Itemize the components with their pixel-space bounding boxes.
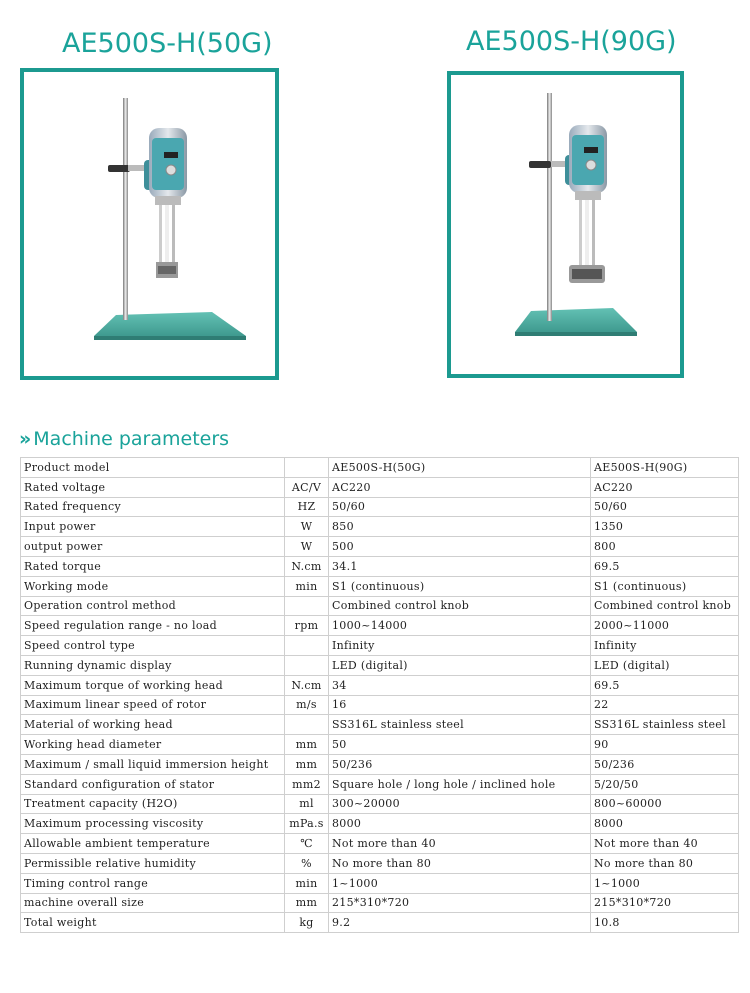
param-name-cell: Total weight xyxy=(21,913,285,933)
value-50g-cell: 34.1 xyxy=(329,556,591,576)
value-50g-cell: SS316L stainless steel xyxy=(329,715,591,735)
value-50g-cell: 1000~14000 xyxy=(329,616,591,636)
table-row xyxy=(21,458,739,478)
table-row xyxy=(21,537,739,557)
value-50g-cell: No more than 80 xyxy=(329,853,591,873)
value-90g-cell: 10.8 xyxy=(591,913,739,933)
value-50g-cell: 16 xyxy=(329,695,591,715)
table-row xyxy=(21,596,739,616)
value-90g-cell: SS316L stainless steel xyxy=(591,715,739,735)
value-90g-cell: Combined control knob xyxy=(591,596,739,616)
param-name-cell: Treatment capacity (H2O) xyxy=(21,794,285,814)
product-title-90g: AE500S-H(90G) xyxy=(466,26,677,57)
table-row xyxy=(21,715,739,735)
value-90g-cell: 50/60 xyxy=(591,497,739,517)
value-50g-cell: 9.2 xyxy=(329,913,591,933)
table-row xyxy=(21,655,739,675)
table-row xyxy=(21,853,739,873)
param-name-cell: Maximum linear speed of rotor xyxy=(21,695,285,715)
param-unit-cell: N.cm xyxy=(285,556,329,576)
param-unit-cell: AC/V xyxy=(285,477,329,497)
param-unit-cell: mm xyxy=(285,893,329,913)
table-row xyxy=(21,497,739,517)
machine-parameters-table xyxy=(20,457,739,933)
table-row xyxy=(21,576,739,596)
value-50g-cell: 50/60 xyxy=(329,497,591,517)
param-unit-cell: mm xyxy=(285,735,329,755)
param-name-cell: Maximum torque of working head xyxy=(21,675,285,695)
section-title-text: Machine parameters xyxy=(33,428,230,450)
param-unit-cell: rpm xyxy=(285,616,329,636)
param-unit-cell: W xyxy=(285,537,329,557)
param-name-cell: Standard configuration of stator xyxy=(21,774,285,794)
value-50g-cell: LED (digital) xyxy=(329,655,591,675)
param-name-cell: machine overall size xyxy=(21,893,285,913)
param-name-cell: Working head diameter xyxy=(21,735,285,755)
product-image-frame-50g xyxy=(20,68,279,380)
value-50g-cell: Combined control knob xyxy=(329,596,591,616)
table-row xyxy=(21,636,739,656)
product-title-50g: AE500S-H(50G) xyxy=(62,28,273,59)
double-chevron-icon: » xyxy=(19,428,32,450)
table-row xyxy=(21,556,739,576)
param-unit-cell xyxy=(285,715,329,735)
table-row xyxy=(21,834,739,854)
table-row xyxy=(21,913,739,933)
value-90g-cell: 2000~11000 xyxy=(591,616,739,636)
value-90g-cell: 1350 xyxy=(591,517,739,537)
value-90g-cell: Not more than 40 xyxy=(591,834,739,854)
table-row xyxy=(21,735,739,755)
param-unit-cell xyxy=(285,636,329,656)
param-name-cell: Speed regulation range - no load xyxy=(21,616,285,636)
value-90g-cell: No more than 80 xyxy=(591,853,739,873)
homogenizer-90g-image xyxy=(451,75,680,374)
value-90g-cell: 22 xyxy=(591,695,739,715)
param-unit-cell: kg xyxy=(285,913,329,933)
table-row xyxy=(21,754,739,774)
homogenizer-50g-image xyxy=(24,72,275,376)
table-row xyxy=(21,873,739,893)
table-row xyxy=(21,477,739,497)
value-50g-cell: AE500S-H(50G) xyxy=(329,458,591,478)
parameters-table-body xyxy=(21,458,739,933)
value-90g-cell: 5/20/50 xyxy=(591,774,739,794)
param-unit-cell xyxy=(285,596,329,616)
param-name-cell: Operation control method xyxy=(21,596,285,616)
value-90g-cell: S1 (continuous) xyxy=(591,576,739,596)
value-90g-cell: LED (digital) xyxy=(591,655,739,675)
param-unit-cell: HZ xyxy=(285,497,329,517)
value-50g-cell: Infinity xyxy=(329,636,591,656)
param-unit-cell xyxy=(285,458,329,478)
param-name-cell: Running dynamic display xyxy=(21,655,285,675)
value-50g-cell: 50 xyxy=(329,735,591,755)
table-row xyxy=(21,616,739,636)
table-row xyxy=(21,814,739,834)
value-90g-cell: 69.5 xyxy=(591,675,739,695)
value-90g-cell: 215*310*720 xyxy=(591,893,739,913)
value-90g-cell: 800 xyxy=(591,537,739,557)
param-unit-cell: min xyxy=(285,576,329,596)
value-50g-cell: AC220 xyxy=(329,477,591,497)
param-unit-cell: mm2 xyxy=(285,774,329,794)
value-90g-cell: 50/236 xyxy=(591,754,739,774)
param-unit-cell: m/s xyxy=(285,695,329,715)
value-50g-cell: 215*310*720 xyxy=(329,893,591,913)
param-name-cell: Speed control type xyxy=(21,636,285,656)
param-name-cell: Maximum / small liquid immersion height xyxy=(21,754,285,774)
param-unit-cell: mm xyxy=(285,754,329,774)
param-name-cell: Rated torque xyxy=(21,556,285,576)
value-90g-cell: Infinity xyxy=(591,636,739,656)
param-unit-cell: ℃ xyxy=(285,834,329,854)
table-row xyxy=(21,695,739,715)
value-50g-cell: S1 (continuous) xyxy=(329,576,591,596)
param-unit-cell: % xyxy=(285,853,329,873)
table-row xyxy=(21,675,739,695)
value-50g-cell: 1~1000 xyxy=(329,873,591,893)
param-name-cell: Allowable ambient temperature xyxy=(21,834,285,854)
param-name-cell: Input power xyxy=(21,517,285,537)
param-name-cell: Material of working head xyxy=(21,715,285,735)
param-name-cell: Product model xyxy=(21,458,285,478)
value-50g-cell: 34 xyxy=(329,675,591,695)
value-90g-cell: 69.5 xyxy=(591,556,739,576)
param-name-cell: Rated voltage xyxy=(21,477,285,497)
param-unit-cell: mPa.s xyxy=(285,814,329,834)
value-50g-cell: 500 xyxy=(329,537,591,557)
param-name-cell: Rated frequency xyxy=(21,497,285,517)
value-50g-cell: 8000 xyxy=(329,814,591,834)
table-row xyxy=(21,794,739,814)
param-unit-cell: N.cm xyxy=(285,675,329,695)
value-90g-cell: 1~1000 xyxy=(591,873,739,893)
value-90g-cell: AC220 xyxy=(591,477,739,497)
param-unit-cell: ml xyxy=(285,794,329,814)
param-name-cell: output power xyxy=(21,537,285,557)
param-name-cell: Timing control range xyxy=(21,873,285,893)
param-name-cell: Maximum processing viscosity xyxy=(21,814,285,834)
param-name-cell: Permissible relative humidity xyxy=(21,853,285,873)
product-image-frame-90g xyxy=(447,71,684,378)
table-row xyxy=(21,774,739,794)
table-row xyxy=(21,893,739,913)
value-50g-cell: Square hole / long hole / inclined hole xyxy=(329,774,591,794)
table-row xyxy=(21,517,739,537)
value-90g-cell: 8000 xyxy=(591,814,739,834)
param-unit-cell xyxy=(285,655,329,675)
value-50g-cell: 850 xyxy=(329,517,591,537)
value-90g-cell: 90 xyxy=(591,735,739,755)
value-50g-cell: Not more than 40 xyxy=(329,834,591,854)
value-90g-cell: 800~60000 xyxy=(591,794,739,814)
value-50g-cell: 300~20000 xyxy=(329,794,591,814)
param-name-cell: Working mode xyxy=(21,576,285,596)
param-unit-cell: W xyxy=(285,517,329,537)
value-50g-cell: 50/236 xyxy=(329,754,591,774)
section-title-machine-parameters xyxy=(19,428,229,450)
param-unit-cell: min xyxy=(285,873,329,893)
value-90g-cell: AE500S-H(90G) xyxy=(591,458,739,478)
